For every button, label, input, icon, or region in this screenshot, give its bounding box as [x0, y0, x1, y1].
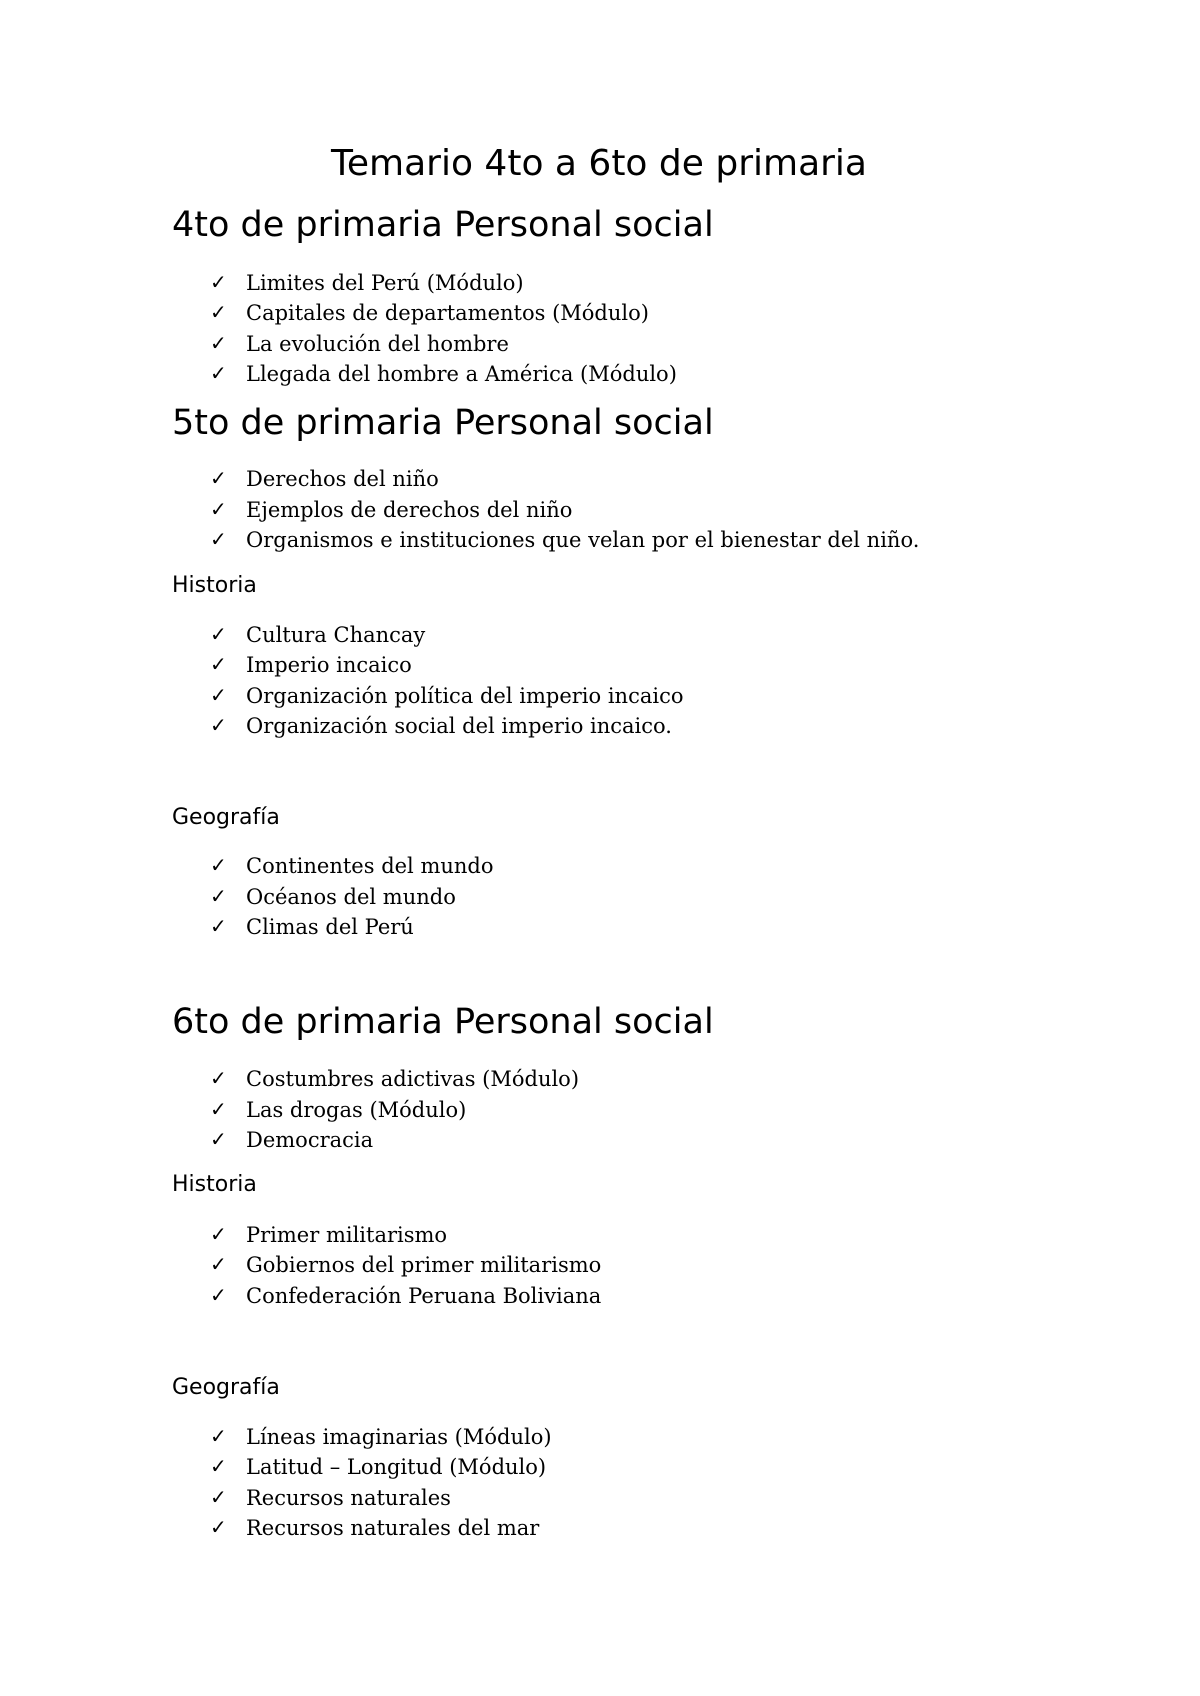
list-item-label: Democracia: [246, 1128, 374, 1152]
checkmark-icon: ✓: [210, 622, 227, 646]
list-item-label: Océanos del mundo: [246, 885, 456, 909]
list-item-label: Latitud – Longitud (Módulo): [246, 1455, 547, 1479]
checkmark-icon: ✓: [210, 527, 227, 551]
checkmark-icon: ✓: [210, 1485, 227, 1509]
checkmark-icon: ✓: [210, 361, 227, 385]
list-item-label: Imperio incaico: [246, 653, 412, 677]
checkmark-icon: ✓: [210, 1097, 227, 1121]
list-item-label: Derechos del niño: [246, 467, 439, 491]
checkmark-icon: ✓: [210, 853, 227, 877]
list-item-label: Llegada del hombre a América (Módulo): [246, 362, 677, 386]
checkmark-icon: ✓: [210, 1515, 227, 1539]
checkmark-icon: ✓: [210, 270, 227, 294]
list-item-label: Primer militarismo: [246, 1223, 448, 1247]
list-item-label: Organización social del imperio incaico.: [246, 714, 672, 738]
checkmark-icon: ✓: [210, 884, 227, 908]
list-item-label: Recursos naturales: [246, 1486, 451, 1510]
list-item-label: Costumbres adictivas (Módulo): [246, 1067, 580, 1091]
list-item-label: Líneas imaginarias (Módulo): [246, 1425, 552, 1449]
list-item-label: Cultura Chancay: [246, 623, 426, 647]
checkmark-icon: ✓: [210, 713, 227, 737]
checkmark-icon: ✓: [210, 1424, 227, 1448]
checkmark-icon: ✓: [210, 1252, 227, 1276]
list-item-label: Organismos e instituciones que velan por el bienestar del niño.: [246, 528, 920, 552]
checkmark-icon: ✓: [210, 300, 227, 324]
historia-heading: Historia: [172, 1172, 257, 1197]
checkmark-icon: ✓: [210, 1222, 227, 1246]
historia-heading: Historia: [172, 573, 257, 598]
list-item-label: Las drogas (Módulo): [246, 1098, 467, 1122]
checkmark-icon: ✓: [210, 1283, 227, 1307]
geografia-heading: Geografía: [172, 1375, 280, 1400]
grade-6-heading: 6to de primaria Personal social: [172, 1002, 714, 1042]
list-item-label: Capitales de departamentos (Módulo): [246, 301, 649, 325]
list-item-label: Gobiernos del primer militarismo: [246, 1253, 602, 1277]
grade-4-heading: 4to de primaria Personal social: [172, 205, 714, 245]
list-item-label: La evolución del hombre: [246, 332, 509, 356]
list-item-label: Recursos naturales del mar: [246, 1516, 540, 1540]
checkmark-icon: ✓: [210, 914, 227, 938]
list-item-label: Climas del Perú: [246, 915, 414, 939]
grade-5-heading: 5to de primaria Personal social: [172, 403, 714, 443]
geografia-heading: Geografía: [172, 805, 280, 830]
checkmark-icon: ✓: [210, 466, 227, 490]
checkmark-icon: ✓: [210, 497, 227, 521]
checkmark-icon: ✓: [210, 1066, 227, 1090]
list-item-label: Ejemplos de derechos del niño: [246, 498, 573, 522]
checkmark-icon: ✓: [210, 683, 227, 707]
checkmark-icon: ✓: [210, 652, 227, 676]
checkmark-icon: ✓: [210, 1127, 227, 1151]
checkmark-icon: ✓: [210, 1454, 227, 1478]
document-title: Temario 4to a 6to de primaria: [331, 143, 867, 184]
list-item-label: Confederación Peruana Boliviana: [246, 1284, 602, 1308]
list-item-label: Organización política del imperio incaico: [246, 684, 684, 708]
list-item-label: Limites del Perú (Módulo): [246, 271, 524, 295]
list-item-label: Continentes del mundo: [246, 854, 494, 878]
checkmark-icon: ✓: [210, 331, 227, 355]
